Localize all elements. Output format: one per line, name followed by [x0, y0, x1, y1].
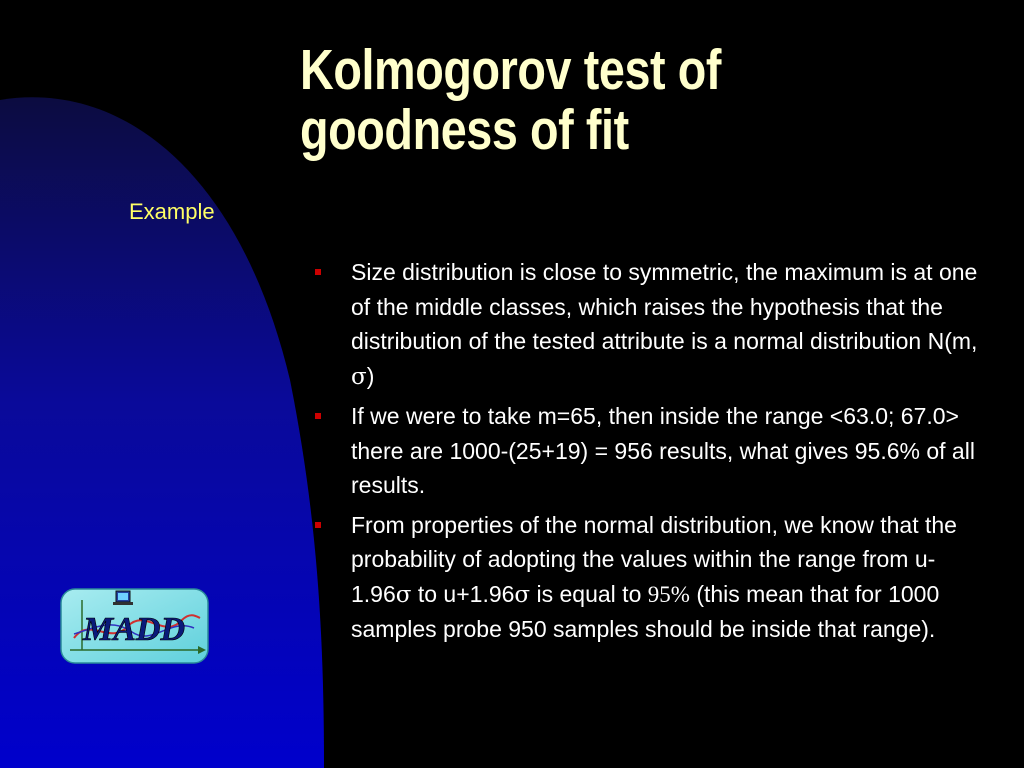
- sigma-symbol: σ: [395, 581, 412, 608]
- bullet-1-text: Size distribution is close to symmetric, the maximum is at one of the middle classes, which raises the hypothesis that the distribution of the tested attribute is a normal distribution N(m,: [351, 259, 978, 354]
- bullet-2-text: If we were to take m=65, then inside the range <63.0; 67.0> there are 1000-(25+19) = 956 results, what gives 95.6% of all results.: [351, 403, 975, 498]
- bullet-3-part3: is equal to: [530, 580, 648, 607]
- madd-logo: [60, 588, 209, 664]
- percent-value: 95%: [647, 581, 690, 607]
- bullet-item-1: [312, 255, 987, 394]
- bullet-item-3: [312, 508, 987, 647]
- slide-subtitle: Example: [129, 199, 215, 224]
- logo-text: MADD: [82, 611, 186, 648]
- slide-title: [300, 40, 721, 160]
- bullet-marker-icon: [315, 413, 321, 419]
- sigma-symbol: σ: [351, 363, 367, 390]
- bullet-3-part4: (this mean that for 1000 samples probe 950 samples should be inside that range).: [351, 580, 940, 642]
- bullet-marker-icon: [315, 522, 321, 528]
- bullet-item-2: [312, 399, 987, 503]
- bullet-list: [312, 255, 987, 652]
- bullet-marker-icon: [315, 269, 321, 275]
- sigma-symbol: σ: [514, 581, 531, 608]
- title-line-2: goodness of fit: [300, 98, 629, 162]
- title-line-1: Kolmogorov test of: [300, 38, 722, 102]
- bullet-1-end: ): [366, 362, 375, 389]
- bullet-3-part1: From properties of the normal distribution, we know that the probability of adopting the values within the range from u-1.96: [351, 511, 957, 607]
- bullet-3-part2: to u+1.96: [411, 580, 515, 607]
